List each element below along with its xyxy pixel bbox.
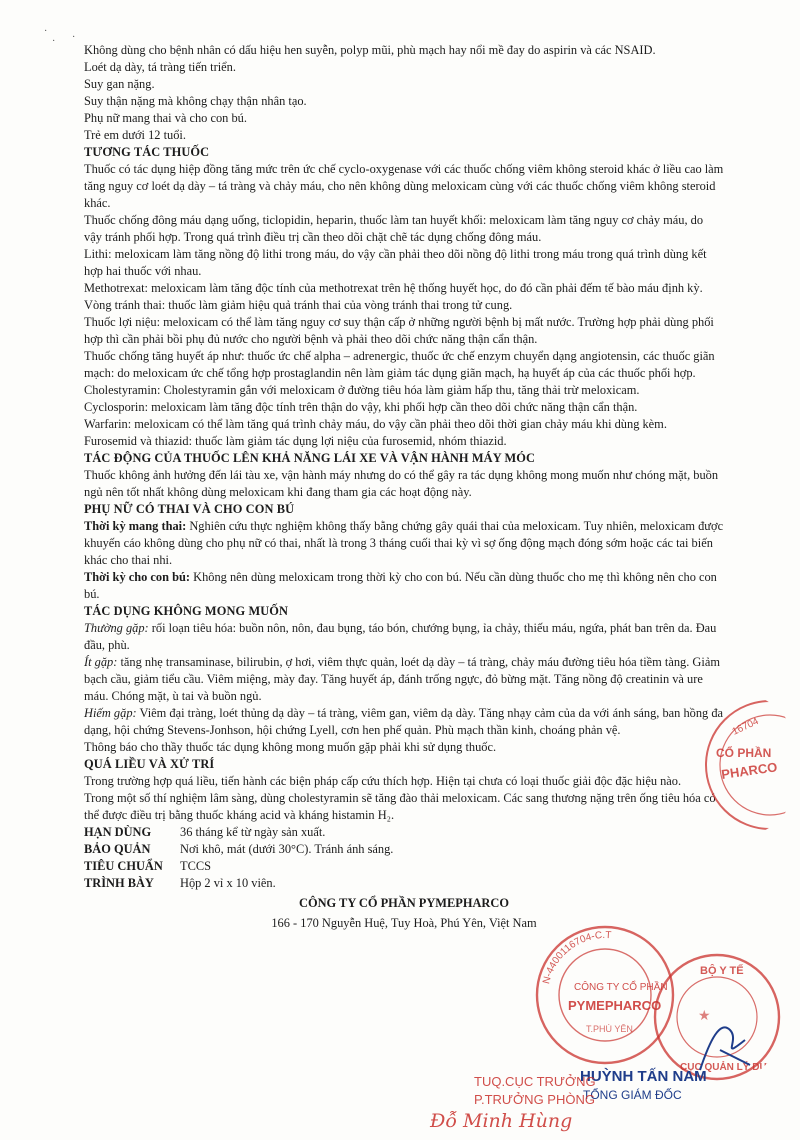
svg-text:16704: 16704	[730, 715, 761, 738]
spec-value: TCCS	[180, 859, 211, 873]
spec-key: HẠN DÙNG	[84, 825, 152, 839]
spec-key: TIÊU CHUẨN	[84, 859, 163, 873]
svg-text:BỘ Y TẾ: BỘ Y TẾ	[700, 965, 744, 977]
section-heading: QUÁ LIỀU VÀ XỬ TRÍ	[84, 757, 215, 771]
paragraph-text: Viêm đại tràng, loét thủng dạ dày – tá tràng, viêm gan, viêm dạ dày. Tăng nhạy cảm của da với ánh sáng, ban hồng đa dạng, hội chứng Stevens-Jonhson, hội chứng Lyell, cơn hen phế quản. Phù mạch thần kinh, choáng phản vệ.	[84, 706, 724, 737]
spec-key: TRÌNH BÀY	[84, 876, 154, 890]
paragraph	[84, 416, 724, 433]
svg-text:CÔNG TY CỔ PHẦN: CÔNG TY CỔ PHẦN	[574, 982, 668, 993]
paragraph	[84, 739, 724, 756]
paragraph	[84, 348, 724, 382]
paragraph-text: Cholestyramin: Cholestyramin gắn với meloxicam ở đường tiêu hóa làm giảm hấp thu, tăng thải trừ meloxicam.	[84, 383, 640, 397]
side-stamp	[690, 695, 800, 835]
spec-value: 36 tháng kể từ ngày sản xuất.	[180, 825, 326, 839]
paragraph	[84, 127, 724, 144]
paragraph-text: Thuốc có tác dụng hiệp đồng tăng mức trên ức chế cyclo-oxygenase với các thuốc chống viêm không steroid khác ở liều cao làm tăng nguy cơ loét dạ dày – tá tràng và chảy máu, cho nên không dùng meloxicam cùng với các thuốc chống viêm không steroid khác.	[84, 162, 724, 210]
paragraph-text: tăng nhẹ transaminase, bilirubin, ợ hơi, viêm thực quản, loét dạ dày – tá tràng, chảy máu đường tiêu hóa tiềm tàng. Giảm bạch cầu, giảm tiểu cầu. Viêm miệng, mày đay. Tăng huyết áp, đánh trống ngực, đỏ bừng mặt. Tăng nồng độ creatinin và ure máu. Chóng mặt, ù tai và buồn ngủ.	[84, 655, 720, 703]
paragraph-text: Methotrexat: meloxicam làm tăng độc tính của methotrexat trên hệ thống huyết học, do đó cần phải đếm tế bào máu định kỳ.	[84, 281, 703, 295]
paragraph-text: Không nên dùng meloxicam trong thời kỳ cho con bú. Nếu cần dùng thuốc cho mẹ thì không nên cho con bú.	[84, 570, 717, 601]
paragraph-text: rối loạn tiêu hóa: buồn nôn, nôn, đau bụng, táo bón, chướng bụng, ỉa chảy, thiếu máu, ngứa, phát ban trên da. Đau đầu, phù.	[84, 621, 717, 652]
paragraph-text: Trong một số thí nghiệm lâm sàng, dùng cholestyramin sẽ tăng đào thải meloxicam. Các sang thương nặng trên ống tiêu hóa có thể được điều trị bằng thuốc kháng acid và kháng histamin H₂.	[84, 791, 716, 822]
spec-key: BẢO QUẢN	[84, 842, 151, 856]
svg-text:PYMEPHARCO: PYMEPHARCO	[568, 998, 662, 1013]
svg-text:PHARCO: PHARCO	[720, 759, 779, 782]
approval-line-1: TUQ.CỤC TRƯỞNG	[474, 1074, 596, 1089]
paragraph-text: Vòng tránh thai: thuốc làm giảm hiệu quả tránh thai của vòng tránh thai trong tử cung.	[84, 298, 513, 312]
paragraph-text: Loét dạ dày, tá tràng tiến triển.	[84, 60, 236, 74]
paragraph	[84, 569, 724, 603]
section-heading: TÁC ĐỘNG CỦA THUỐC LÊN KHẢ NĂNG LÁI XE VÀ VẬN HÀNH MÁY MÓC	[84, 451, 536, 465]
paragraph-text: Cyclosporin: meloxicam làm tăng độc tính trên thận do vậy, khi phối hợp cần theo dõi chức năng thận cẩn thận.	[84, 400, 638, 414]
paragraph	[84, 314, 724, 348]
spec-value: Hộp 2 vỉ x 10 viên.	[180, 876, 276, 890]
signer-title: TỔNG GIÁM ĐỐC	[583, 1088, 682, 1102]
paragraph	[84, 93, 724, 110]
paragraph	[84, 620, 724, 654]
paragraph	[84, 59, 724, 76]
company-name: CÔNG TY CỔ PHẦN PYMEPHARCO	[299, 896, 509, 910]
company-address: 166 - 170 Nguyễn Huệ, Tuy Hoà, Phú Yên, Việt Nam	[271, 916, 537, 930]
paragraph-text: Suy thận nặng mà không chạy thận nhân tạo.	[84, 94, 307, 108]
paragraph-text: Không dùng cho bệnh nhân có dấu hiệu hen suyễn, polyp mũi, phù mạch hay nổi mề đay do aspirin và các NSAID.	[84, 43, 656, 57]
paragraph	[84, 297, 724, 314]
paragraph-lead: Thời kỳ mang thai:	[84, 519, 187, 533]
paragraph-text: Trong trường hợp quá liều, tiến hành các biện pháp cấp cứu thích hợp. Hiện tại chưa có loại thuốc giải độc đặc hiệu nào.	[84, 774, 682, 788]
paragraph-text: Thuốc chống đông máu dạng uống, ticlopidin, heparin, thuốc làm tan huyết khối: meloxicam làm tăng nguy cơ chảy máu, do vậy tránh phối hợp. Trong quá trình điều trị cần theo dõi chặt chẽ tác dụng chống đông máu.	[84, 213, 704, 244]
paragraph	[84, 433, 724, 450]
approver-signature-name: Đỗ Minh Hùng	[430, 1110, 573, 1132]
paragraph-text: Nghiên cứu thực nghiệm không thấy bằng chứng gây quái thai của meloxicam. Tuy nhiên, meloxicam được khuyến cáo không dùng cho phụ nữ có thai, nhất là trong 3 tháng cuối thai kỳ vì sợ ống động mạch đóng sớm hoặc các tai biến khác cho thai nhi.	[84, 519, 724, 567]
signer-name: HUỲNH TẤN NAM	[580, 1068, 707, 1085]
paragraph-lead: Thời kỳ cho con bú:	[84, 570, 191, 584]
spec-value: Nơi khô, mát (dưới 30°C). Tránh ánh sáng.	[180, 842, 394, 856]
paragraph-lead: Thường gặp:	[84, 621, 149, 635]
paragraph-lead: Hiếm gặp:	[84, 706, 137, 720]
paragraph-text: Furosemid và thiazid: thuốc làm giảm tác dụng lợi niệu của furosemid, nhóm thiazid.	[84, 434, 507, 448]
section-heading: TƯƠNG TÁC THUỐC	[84, 145, 210, 159]
svg-text:T.PHÚ YÊN: T.PHÚ YÊN	[586, 1024, 633, 1034]
paragraph	[84, 467, 724, 501]
paragraph	[84, 212, 724, 246]
section-heading: TÁC DỤNG KHÔNG MONG MUỐN	[84, 604, 289, 618]
paragraph	[84, 790, 724, 824]
paragraph	[84, 518, 724, 569]
paragraph-text: Thông báo cho thầy thuốc tác dụng không mong muốn gặp phải khi sử dụng thuốc.	[84, 740, 497, 754]
scan-speck: ·	[44, 26, 48, 37]
paragraph	[84, 76, 724, 93]
spec-row	[84, 824, 724, 841]
spec-row	[84, 858, 724, 875]
paragraph	[84, 246, 724, 280]
spec-row	[84, 875, 724, 892]
spec-row	[84, 841, 724, 858]
paragraph-lead: Ít gặp:	[84, 655, 118, 669]
svg-text:★: ★	[698, 1007, 711, 1023]
paragraph	[84, 382, 724, 399]
paragraph	[84, 42, 724, 59]
svg-text:CỔ PHẦN: CỔ PHẦN	[716, 746, 772, 760]
paragraph-text: Thuốc lợi niệu: meloxicam có thể làm tăng nguy cơ suy thận cấp ở những người bệnh bị mất nước. Trường hợp phải dùng phối hợp thì cần phải bồi phụ đủ nước cho người bệnh và phải theo dõi chức năng thận cẩn thận.	[84, 315, 714, 346]
approval-line-2: P.TRƯỞNG PHÒNG	[474, 1092, 595, 1107]
paragraph	[84, 110, 724, 127]
paragraph	[84, 654, 724, 705]
leaflet-body	[84, 42, 724, 932]
paragraph-text: Thuốc chống tăng huyết áp như: thuốc ức chế alpha – adrenergic, thuốc ức chế enzym chuyển dạng angiotensin, các thuốc giãn mạch: do meloxicam ức chế tổng hợp prostaglandin nên làm giảm tác dụng giãn mạch, hạ huyết áp của các thuốc phối hợp.	[84, 349, 715, 380]
paragraph-text: Warfarin: meloxicam có thể làm tăng quá trình chảy máu, do vậy cần phải theo dõi thời gian chảy máu khi dùng kèm.	[84, 417, 667, 431]
scan-speck: ·	[52, 36, 56, 47]
paragraph	[84, 705, 724, 739]
paragraph	[84, 161, 724, 212]
paragraph-text: Suy gan nặng.	[84, 77, 155, 91]
scan-speck: ·	[72, 32, 76, 43]
paragraph	[84, 399, 724, 416]
svg-text:N-4400116704-C.T: N-4400116704-C.T	[541, 929, 612, 986]
paragraph-text: Phụ nữ mang thai và cho con bú.	[84, 111, 247, 125]
paragraph	[84, 280, 724, 297]
svg-text:CỤC QUẢN LÝ DƯỢC: CỤC QUẢN LÝ DƯỢC	[680, 1062, 784, 1073]
section-heading: PHỤ NỮ CÓ THAI VÀ CHO CON BÚ	[84, 502, 295, 516]
paragraph-text: Thuốc không ảnh hưởng đến lái tàu xe, vận hành máy nhưng do có thể gây ra tác dụng không mong muốn như chóng mặt, buồn ngủ nên tốt nhất không dùng meloxicam khi đang tham gia các hoạt động này.	[84, 468, 719, 499]
paragraph-text: Trẻ em dưới 12 tuổi.	[84, 128, 186, 142]
paragraph	[84, 773, 724, 790]
paragraph-text: Lithi: meloxicam làm tăng nồng độ lithi trong máu, do vậy cần phải theo dõi nồng độ lithi trong máu trong quá trình dùng kết hợp hai thuốc với nhau.	[84, 247, 707, 278]
